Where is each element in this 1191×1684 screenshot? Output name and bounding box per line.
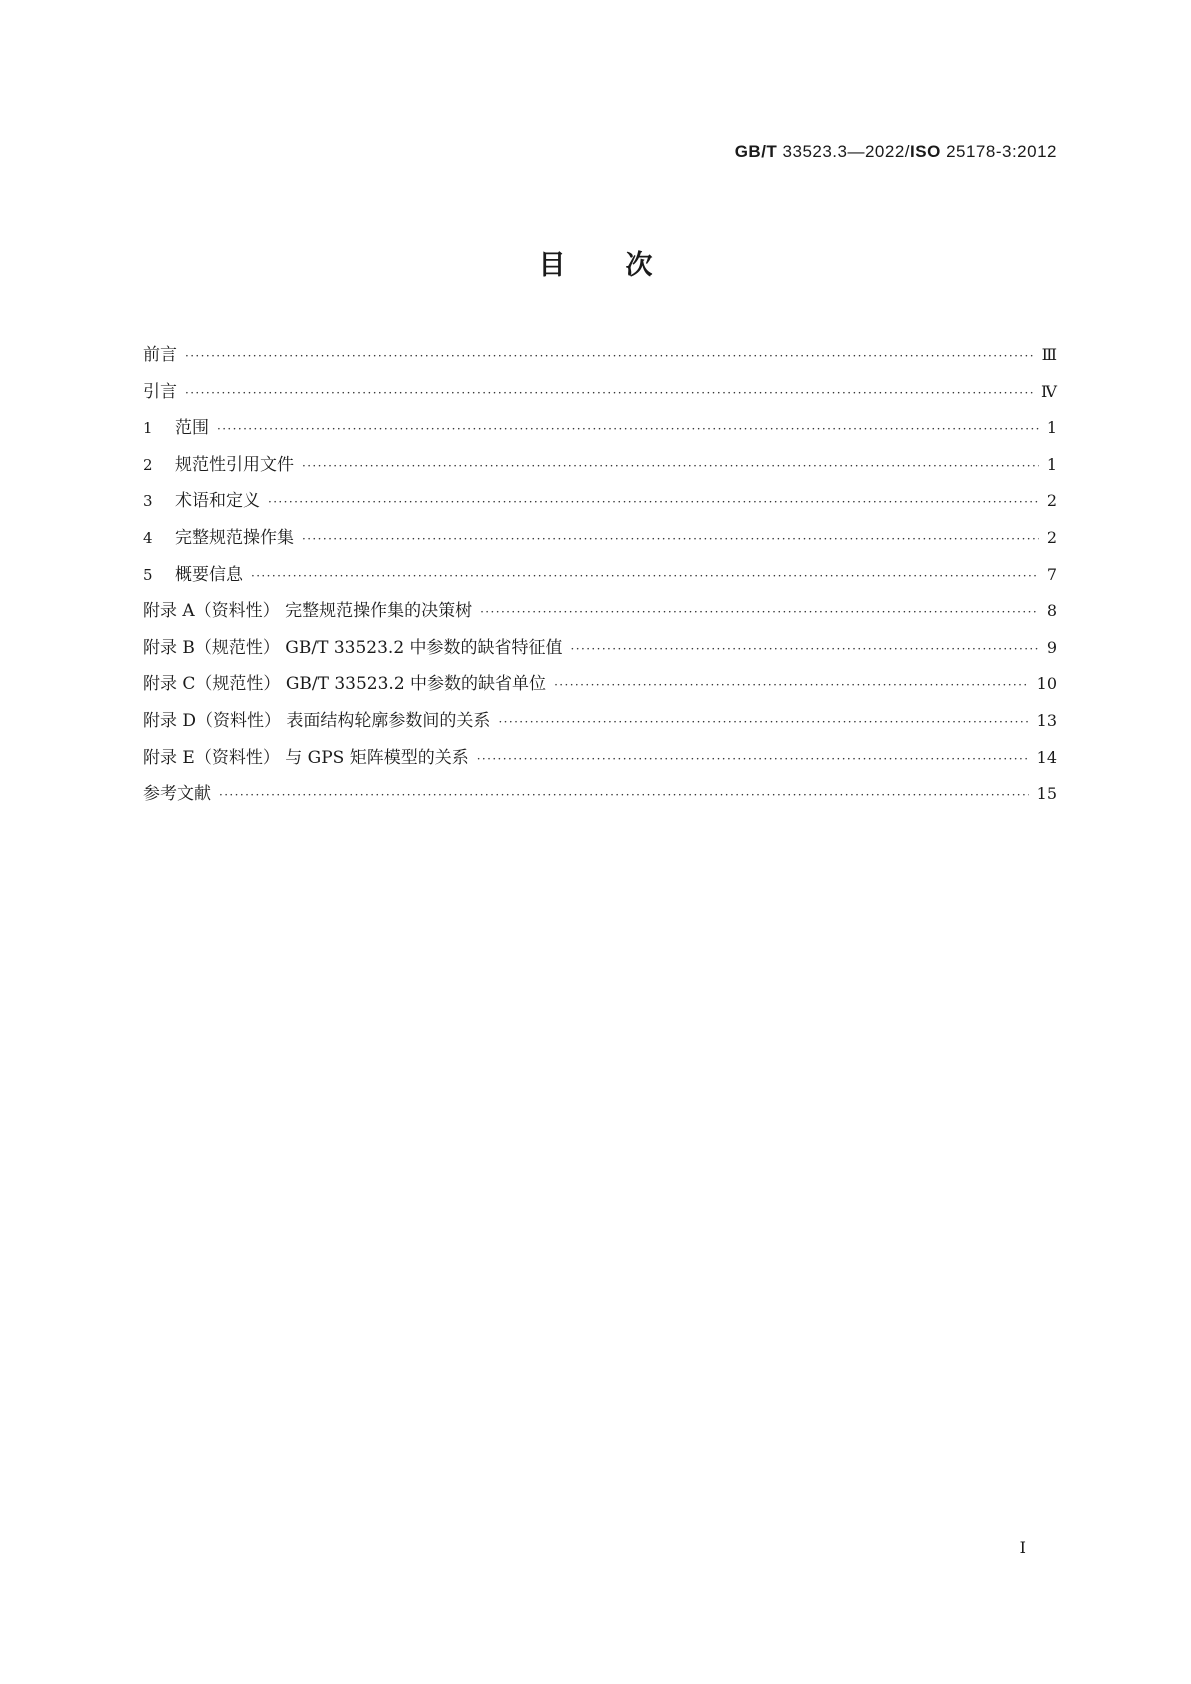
dot-leader bbox=[302, 527, 1039, 551]
toc-entry[interactable] bbox=[143, 380, 1057, 417]
toc-entry-title: 前言 bbox=[143, 345, 177, 365]
iso-prefix: ISO bbox=[910, 142, 941, 161]
toc-entry[interactable] bbox=[143, 489, 1057, 526]
standard-number bbox=[735, 142, 1057, 162]
toc-entry-title: 完整规范操作集 bbox=[175, 527, 294, 548]
dot-leader bbox=[251, 564, 1039, 588]
toc-entry-title: 附录 D（资料性） 表面结构轮廓参数间的关系 bbox=[143, 710, 491, 731]
toc-entry-page: 10 bbox=[1036, 674, 1057, 694]
table-of-contents bbox=[143, 343, 1057, 819]
toc-entry-number: 3 bbox=[143, 492, 153, 511]
toc-entry-title: 参考文献 bbox=[143, 784, 211, 805]
toc-entry[interactable] bbox=[143, 343, 1057, 380]
toc-entry-number: 1 bbox=[143, 419, 153, 438]
toc-entry-page: 1 bbox=[1046, 454, 1057, 474]
dot-leader bbox=[477, 747, 1029, 771]
toc-entry-page: Ⅳ bbox=[1041, 381, 1057, 401]
dot-leader bbox=[219, 783, 1029, 807]
toc-entry[interactable] bbox=[143, 746, 1057, 783]
dot-leader bbox=[217, 417, 1039, 441]
toc-entry-page: 2 bbox=[1046, 527, 1057, 547]
toc-entry-page: 2 bbox=[1046, 491, 1057, 511]
dot-leader bbox=[302, 454, 1039, 478]
dot-leader bbox=[498, 710, 1028, 734]
toc-entry-page: 8 bbox=[1046, 601, 1057, 621]
dot-leader bbox=[268, 490, 1039, 514]
toc-entry[interactable] bbox=[143, 526, 1057, 563]
toc-entry-page: 14 bbox=[1036, 747, 1057, 767]
toc-entry-title: 附录 E（资料性） 与 GPS 矩阵模型的关系 bbox=[143, 747, 469, 768]
dot-leader bbox=[480, 600, 1039, 624]
toc-entry[interactable] bbox=[143, 782, 1057, 819]
toc-entry-title: 范围 bbox=[175, 418, 209, 439]
toc-entry[interactable] bbox=[143, 599, 1057, 636]
toc-entry[interactable] bbox=[143, 636, 1057, 673]
toc-entry-page: 15 bbox=[1036, 784, 1057, 804]
toc-entry-label bbox=[143, 416, 209, 440]
std-code: 33523.3—2022/ bbox=[782, 142, 911, 161]
toc-entry[interactable] bbox=[143, 416, 1057, 453]
page-number: I bbox=[1019, 1538, 1026, 1557]
toc-entry-label bbox=[143, 453, 294, 477]
toc-entry[interactable] bbox=[143, 563, 1057, 600]
iso-code: 25178-3:2012 bbox=[946, 142, 1057, 161]
page-title: 目次 bbox=[538, 250, 713, 281]
dot-leader bbox=[571, 637, 1039, 661]
toc-entry-title: 引言 bbox=[143, 381, 177, 402]
toc-entry-page: 1 bbox=[1046, 418, 1057, 438]
toc-entry[interactable] bbox=[143, 672, 1057, 709]
toc-entry-page: 9 bbox=[1046, 637, 1057, 657]
toc-entry-title: 附录 A（资料性） 完整规范操作集的决策树 bbox=[143, 601, 473, 622]
toc-entry-number: 4 bbox=[143, 528, 153, 547]
toc-entry-title: 附录 C（规范性） GB/T 33523.2 中参数的缺省单位 bbox=[143, 674, 547, 695]
toc-entry-title: 规范性引用文件 bbox=[175, 454, 294, 475]
toc-entry-number: 5 bbox=[143, 565, 153, 584]
toc-entry-page: 13 bbox=[1036, 710, 1057, 730]
toc-entry-label bbox=[143, 489, 260, 513]
toc-entry-title: 概要信息 bbox=[175, 564, 243, 585]
std-prefix: GB/T bbox=[734, 142, 778, 161]
dot-leader bbox=[554, 673, 1029, 697]
toc-entry-title: 附录 B（规范性） GB/T 33523.2 中参数的缺省特征值 bbox=[143, 637, 563, 658]
toc-entry-label bbox=[143, 563, 243, 587]
toc-entry-page: Ⅲ bbox=[1041, 345, 1057, 364]
dot-leader bbox=[185, 344, 1034, 368]
toc-entry-page: 7 bbox=[1046, 564, 1057, 584]
toc-entry-title: 术语和定义 bbox=[175, 491, 260, 512]
toc-entry[interactable] bbox=[143, 709, 1057, 746]
dot-leader bbox=[185, 381, 1033, 405]
toc-entry-label bbox=[143, 526, 294, 550]
toc-entry[interactable] bbox=[143, 453, 1057, 490]
toc-entry-number: 2 bbox=[143, 455, 153, 474]
